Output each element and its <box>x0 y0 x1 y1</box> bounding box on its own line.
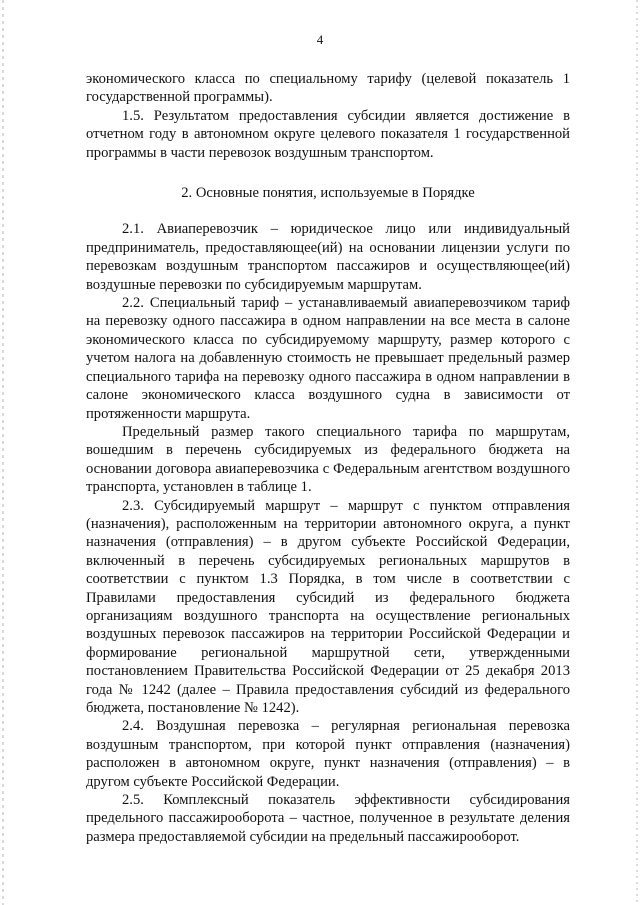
scan-edge-left <box>2 0 4 905</box>
paragraph-2-2: 2.2. Специальный тариф – устанавливаемый авиаперевозчиком тариф на перевозку одного пассажира в одном направлении на все места в салоне экономического класса по субсидируемому маршруту, размер которого с учетом налога на добавленную стоимость не превышает предельный размер специального тарифа на перевозку одного пассажира в одном направлении в салоне экономического класса воздушного судна в зависимости от протяженности маршрута. <box>86 295 570 422</box>
paragraph-2-3: 2.3. Субсидируемый маршрут – маршрут с пунктом отправления (назначения), расположенным на территории автономного округа, а пункт назначения (отправления) – в другом субъекте Российской Федерации, включенный в перечень субсидируемых региональных маршрутов в соответствии с пунктом 1.3 Порядка, в том числе в соответствии с Правилами предоставления субсидий из федерального бюджета организациям воздушного транспорта на осуществление региональных воздушных перевозок пассажиров на территории Российской Федерации и формирование региональной маршрутной сети, утвержденными постановлением Правительства Российской Федерации от 25 декабря 2013 года № 1242 (далее – Правила предоставления субсидий из федерального бюджета, постановление № 1242). <box>86 497 570 716</box>
paragraph-1-5: 1.5. Результатом предоставления субсидии является достижение в отчетном году в автономном округе целевого показателя 1 государственной программы в части перевозок воздушным транспортом. <box>86 107 570 161</box>
scan-edge-right <box>636 0 638 905</box>
paragraph-2-2-tariff-limit: Предельный размер такого специального тарифа по маршрутам, вошедшим в перечень субсидируемых из федерального бюджета на основании договора авиаперевозчика с Федеральным агентством воздушного транспорта, установлен в таблице 1. <box>86 423 570 496</box>
paragraph-2-1: 2.1. Авиаперевозчик – юридическое лицо или индивидуальный предприниматель, предоставляющее(ий) на основании лицензии услуги по перевозкам воздушным транспортом пассажиров и осуществляющее(ий) воздушные перевозки по субсидируемым маршрутам. <box>86 221 570 293</box>
document-body <box>86 70 570 846</box>
paragraph-continuation: экономического класса по специальному тарифу (целевой показатель 1 государственной программы). <box>86 71 570 106</box>
paragraph-2-4: 2.4. Воздушная перевозка – регулярная региональная перевозка воздушным транспортом, при которой пункт отправления (назначения) расположен в автономном округе, пункт назначения (отправления) – в другом субъекте Российской Федерации. <box>86 718 570 790</box>
paragraph-2-5: 2.5. Комплексный показатель эффективности субсидирования предельного пассажирооборота – частное, полученное в результате деления размера предоставляемой субсидии на предельный пассажирооборот. <box>86 792 570 845</box>
section-heading: 2. Основные понятия, используемые в Порядке <box>181 185 475 202</box>
page-number: 4 <box>316 32 324 47</box>
